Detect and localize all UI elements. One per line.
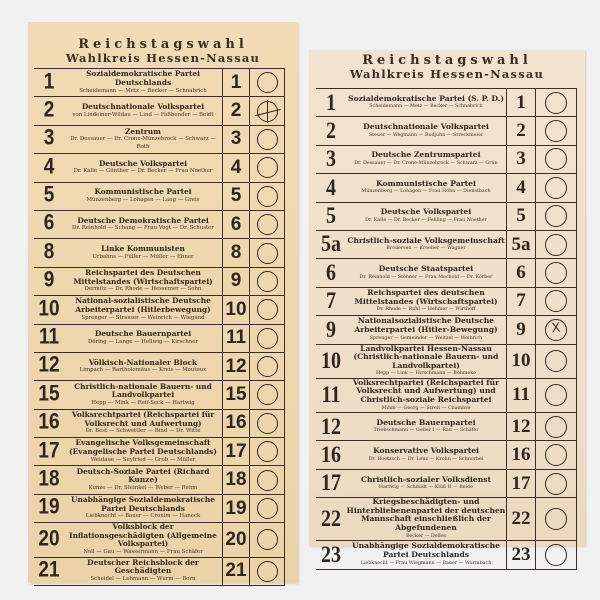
list-number-repeat: 4 (507, 174, 536, 202)
list-number: 17 (34, 435, 64, 468)
party-name: Deutsche Demokratische Partei (77, 215, 209, 225)
ballot-header (28, 22, 298, 68)
ballot-row (34, 466, 285, 494)
ballot-row (316, 413, 577, 441)
candidate-names: Kunze — Dr. Steinkel — Weber — Rehm (88, 485, 198, 491)
party-name: Landvolkpartei Hessen-Nassau (Christlich-nationale Bauern- und Landvolkpartei) (353, 343, 499, 370)
list-number: 3 (316, 143, 346, 176)
list-number-repeat: 2 (223, 97, 250, 125)
ballot-row (316, 89, 577, 117)
party-cell (64, 69, 223, 97)
vote-circle-icon[interactable] (257, 186, 278, 207)
party-name: Zentrum (125, 126, 161, 136)
candidate-names: Hepp — Link — Hirschmann — Böhmeke (376, 371, 476, 377)
ballot-row (34, 97, 285, 125)
party-name: Christlich-soziale Volksgemeinschaft (347, 235, 505, 245)
party-name: Unabhängige Sozialdemokratische Partei Deutschlands (71, 495, 215, 513)
ballot-row (34, 182, 285, 210)
candidate-names: Urbahns — Füller — Müller — Ebner (92, 253, 194, 260)
list-number-repeat: 16 (223, 409, 250, 437)
vote-cell[interactable] (536, 344, 577, 378)
list-number: 19 (34, 492, 64, 525)
candidate-names: Dr. Reinhold — Schang — Frau Vogt — Dr. Schuster (72, 225, 214, 232)
vote-cell[interactable] (536, 202, 577, 230)
party-cell (64, 409, 223, 437)
vote-circle-icon[interactable] (257, 384, 278, 405)
party-name: Volksblock der Inflationsgeschädigten (Allgemeine Volkspartei) (69, 522, 217, 549)
list-number: 1 (316, 86, 346, 119)
list-number: 1 (34, 66, 64, 99)
list-number: 6 (316, 257, 346, 290)
list-number: 17 (316, 467, 346, 500)
party-name: Deutsch-Soziale Partei (Richard Kunze) (76, 466, 210, 485)
list-number-repeat: 16 (507, 441, 536, 469)
ballot-row (316, 259, 577, 287)
candidate-names: Mihm — Georg — Streit — Chambre (381, 405, 471, 411)
party-cell (346, 541, 507, 569)
list-number-repeat: 9 (223, 267, 250, 295)
candidate-names: Münzenberg — Lohagen — Lang — Greis (86, 196, 200, 203)
candidate-names: Scheidemann — Metz — Becker — Schnabrich (369, 104, 483, 110)
ballot-header (309, 50, 585, 88)
vote-cell[interactable] (250, 69, 285, 97)
list-number: 8 (34, 237, 64, 270)
list-number-repeat: 23 (507, 541, 536, 569)
vote-circle-icon[interactable] (257, 101, 278, 122)
list-number: 21 (34, 555, 64, 588)
party-cell (346, 378, 507, 412)
candidate-names: Liebknecht — Frau Wiegmann — Bauer — Wurmbach (360, 560, 492, 566)
party-cell (346, 259, 507, 287)
party-cell (64, 466, 223, 494)
party-cell (64, 381, 223, 409)
ballot-row (34, 409, 285, 437)
ballot-row (34, 210, 285, 238)
candidate-names: Sprenger — Strasser — Weinrich — Wiegand (81, 314, 205, 321)
list-number-repeat: 6 (507, 259, 536, 287)
vote-cell[interactable] (250, 239, 285, 267)
party-cell (346, 413, 507, 441)
party-list (34, 68, 285, 586)
vote-circle-icon[interactable] (545, 120, 567, 142)
party-name: Unabhängige Sozialdemokratische Partei Deutschlands (352, 541, 500, 560)
list-number-repeat: 19 (223, 494, 250, 522)
vote-circle-icon[interactable] (257, 214, 278, 235)
list-number-repeat: 10 (507, 344, 536, 378)
vote-cell[interactable] (536, 378, 577, 412)
ballot-right (309, 50, 585, 567)
candidate-names: Dr. Reinhold — Stöhner — Frau Mechold — Dr. Körber (359, 274, 493, 280)
list-number: 4 (316, 172, 346, 205)
list-number: 12 (316, 410, 346, 443)
party-name: Christlich-sozialer Volksdienst (360, 474, 492, 484)
list-number-repeat: 12 (507, 413, 536, 441)
party-name: Reichspartei des deutschen Mittelstandes (Wirtschaftspartei) (354, 288, 498, 306)
vote-cell[interactable] (250, 296, 285, 324)
list-number-repeat: 2 (507, 117, 536, 145)
party-cell (346, 469, 507, 497)
list-number-repeat: 21 (223, 557, 250, 585)
vote-circle-icon[interactable] (257, 470, 278, 491)
party-name: Deutsche Volkspartei (98, 158, 188, 168)
party-name: Deutsche Volkspartei (380, 207, 472, 217)
party-cell (346, 89, 507, 117)
list-number: 2 (34, 95, 64, 128)
vote-circle-icon[interactable] (545, 290, 567, 312)
ballot-row (34, 239, 285, 267)
party-name: Konservative Volkspartei (373, 446, 479, 456)
ballot-row (316, 202, 577, 230)
vote-circle-icon[interactable] (257, 157, 278, 178)
ballot-row (34, 267, 285, 295)
party-cell (346, 498, 507, 541)
ballot-row (316, 541, 577, 569)
party-cell (346, 344, 507, 378)
ballot-row (316, 378, 577, 412)
list-number: 20 (34, 520, 64, 559)
vote-cell[interactable] (250, 267, 285, 295)
list-number: 3 (34, 123, 64, 156)
vote-circle-icon[interactable] (257, 441, 278, 462)
vote-cell[interactable] (250, 523, 285, 557)
vote-cell[interactable] (250, 438, 285, 466)
candidate-names: Döring — Lange — Hellwig — Kirschner (87, 338, 199, 345)
list-number-repeat: 3 (223, 125, 250, 153)
list-number-repeat: 17 (223, 438, 250, 466)
party-cell (346, 174, 507, 202)
ballot-row (316, 145, 577, 173)
candidate-names: Liebknecht — Bauer — Cronim — Haneck (85, 513, 201, 520)
vote-circle-icon[interactable] (257, 498, 278, 519)
vote-circle-icon[interactable] (545, 234, 567, 256)
vote-circle-icon[interactable] (257, 328, 278, 349)
vote-circle-icon[interactable] (257, 243, 278, 264)
ballot-row (34, 125, 285, 153)
party-cell (64, 296, 223, 324)
vote-circle-icon[interactable] (545, 92, 567, 114)
vote-cell[interactable] (250, 182, 285, 210)
party-cell (64, 267, 223, 295)
ballot-row (34, 381, 285, 409)
candidate-names: Hartwig — Schmidt — Klüß II — Beide (378, 485, 474, 491)
vote-circle-icon[interactable] (257, 299, 278, 320)
candidate-names: Münzenberg — Lohagen — Frau Höhn — Dienstbach (361, 189, 491, 195)
party-cell (346, 441, 507, 469)
candidate-names: Weidaue — Seyfried — Grob — Müller (90, 456, 196, 463)
vote-circle-icon[interactable] (545, 508, 567, 530)
ballot-row (34, 523, 285, 557)
vote-cell[interactable] (536, 145, 577, 173)
party-name: Linke Kommunisten (101, 243, 185, 253)
vote-circle-icon[interactable] (545, 544, 567, 566)
ballot-row (316, 287, 577, 315)
party-name: Volksrechtpartei (Reichspartei für Volksrecht und Aufwertung) (71, 410, 215, 428)
list-number-repeat: 22 (507, 498, 536, 541)
list-number-repeat: 1 (223, 69, 250, 97)
list-number: 10 (34, 293, 64, 326)
candidate-names: Dr. Dessauer — Dr. Crone-Münzebrock — Schwarz — Roth (70, 136, 216, 150)
ballot-row (316, 117, 577, 145)
list-number: 18 (34, 464, 64, 497)
vote-circle-icon[interactable] (545, 444, 567, 466)
candidate-names: von Lindeiner-Wildau — Lind — Faßbender — Beldt (72, 111, 214, 118)
party-cell (346, 287, 507, 315)
list-number: 16 (34, 407, 64, 440)
candidate-names: Becker — Delles (406, 533, 446, 539)
list-number: 22 (316, 495, 346, 544)
ballot-row (34, 154, 285, 182)
candidate-names: Dr. Kalle — Günther — Dr. Becker — Frau Noether (73, 168, 213, 175)
list-number-repeat: 11 (223, 324, 250, 352)
list-number-repeat: 18 (223, 466, 250, 494)
vote-cell[interactable] (250, 324, 285, 352)
list-number-repeat: 8 (223, 239, 250, 267)
vote-cell[interactable] (536, 316, 577, 344)
candidate-names: Dr. Rhode — Ruhl — Hehmer — Wirthoff (376, 307, 476, 313)
vote-cell[interactable] (250, 494, 285, 522)
party-list (316, 88, 577, 570)
list-number: 12 (34, 350, 64, 383)
list-number-repeat: 6 (223, 210, 250, 238)
list-number-repeat: 20 (223, 523, 250, 557)
vote-circle-icon[interactable] (257, 356, 278, 377)
party-name: Evangelische Volksgemeinschaft (Evangelische Partei Deutschlands) (69, 438, 217, 457)
candidate-names: Dr. Dessauer — Dr. Crone-Münzebrock — Schwarz — Grün (354, 161, 498, 167)
ballot-row (34, 557, 285, 585)
party-cell (64, 557, 223, 585)
ballot-title: Reichstagswahl (78, 37, 248, 52)
candidate-names: Scheidemann — Metz — Becker — Schnabrich (79, 87, 207, 94)
candidate-names: Steuer — Wegmann — Budjuhn — Streckmeier (368, 132, 484, 138)
party-name: Deutsche Staatspartei (378, 263, 474, 273)
list-number: 5 (316, 200, 346, 233)
party-name: Volksrechtpartei (Reichspartei für Volksrecht und Aufwertung) und Christlich-soziale Reichspartei (352, 377, 500, 404)
vote-cell[interactable] (536, 498, 577, 541)
list-number-repeat: 4 (223, 154, 250, 182)
party-cell (64, 324, 223, 352)
vote-cell[interactable] (536, 259, 577, 287)
vote-circle-icon[interactable] (545, 350, 567, 372)
list-number-repeat: 5a (507, 230, 536, 258)
ballot-title: Reichstagswahl (362, 53, 532, 68)
ballot-row (34, 352, 285, 380)
party-name: Kriegsbeschädigten- und Hinterbliebenenpartei der deutschen Mannschaft einschließlich der Abgefundenen (346, 497, 506, 533)
list-number: 16 (316, 439, 346, 472)
party-cell (64, 438, 223, 466)
candidate-names: Dr. Kalle — Dr. Becker — Fehling — Frau Noether (365, 217, 487, 223)
party-name: Nationalsozialistische Deutsche Arbeiterpartei (Hitler-Bewegung) (354, 316, 498, 335)
vote-circle-icon[interactable] (257, 413, 278, 434)
list-number-repeat: 3 (507, 145, 536, 173)
candidate-names: Brodersen — Kroeber — Wagner (386, 246, 466, 252)
party-cell (64, 352, 223, 380)
ballot-subtitle: Wahlkreis Hessen-Nassau (65, 51, 261, 65)
list-number: 2 (316, 115, 346, 148)
candidate-names: Noll — Gau — Wassermann — Frau Schäfer (83, 549, 203, 556)
vote-circle-icon[interactable] (545, 262, 567, 284)
list-number: 23 (316, 538, 346, 571)
vote-cell[interactable] (536, 441, 577, 469)
list-number: 10 (316, 341, 346, 380)
vote-cell[interactable] (536, 230, 577, 258)
ballot-row (316, 344, 577, 378)
party-cell (64, 97, 223, 125)
ballot-row (316, 316, 577, 344)
candidate-names: Triebschmann — Geller I — Rau — Schäfer (373, 428, 479, 434)
ballot-row (34, 324, 285, 352)
party-name: Sozialdemokratische Partei Deutschlands (86, 69, 200, 87)
party-cell (346, 316, 507, 344)
list-number: 11 (316, 376, 346, 415)
party-name: Sozialdemokratische Partei (S. P. D.) (348, 93, 504, 103)
party-name: National-sozialistische Deutsche Arbeiterpartei (Hitlerbewegung) (75, 296, 211, 315)
party-name: Kommunistische Partei (94, 187, 192, 197)
vote-circle-icon[interactable] (545, 473, 567, 495)
party-name: Reichspartei des Deutschen Mittelstandes (Wirtschaftspartei) (73, 268, 213, 286)
party-name: Völkisch-Nationaler Block (88, 357, 198, 367)
list-number: 5a (316, 228, 346, 261)
vote-cell[interactable] (536, 469, 577, 497)
party-cell (64, 182, 223, 210)
ballot-left (28, 22, 298, 583)
list-number-repeat: 12 (223, 352, 250, 380)
party-cell (346, 202, 507, 230)
list-number: 9 (34, 265, 64, 298)
ballot-row (34, 494, 285, 522)
vote-cell[interactable] (250, 409, 285, 437)
party-cell (346, 117, 507, 145)
list-number: 11 (34, 322, 64, 355)
candidate-names: Dermitz — Dr. Rhode — Hessemer — Sohn (84, 286, 202, 293)
candidate-names: Dr. Best — Schwettler — Bind — Dr. Witte (85, 428, 201, 435)
list-number-repeat: 10 (223, 296, 250, 324)
list-number-repeat: 5 (507, 202, 536, 230)
vote-cell[interactable] (250, 466, 285, 494)
vote-cell[interactable] (250, 154, 285, 182)
vote-cell[interactable] (536, 174, 577, 202)
list-number-repeat: 9 (507, 316, 536, 344)
party-cell (346, 230, 507, 258)
vote-cell[interactable] (250, 97, 285, 125)
candidate-names: Hepp — Mink — Reif-Seck — Hartwig (91, 399, 195, 406)
party-cell (64, 494, 223, 522)
vote-cell[interactable] (250, 557, 285, 585)
vote-circle-icon[interactable] (257, 529, 278, 550)
vote-circle-icon[interactable] (257, 72, 278, 93)
vote-circle-icon[interactable] (257, 129, 278, 150)
candidate-names: Dr. Hoetzsch — Dr. Lenz — Krohn — Schnorbel (368, 456, 484, 462)
party-cell (64, 210, 223, 238)
list-number: 9 (316, 313, 346, 346)
ballot-subtitle: Wahlkreis Hessen-Nassau (349, 67, 545, 81)
list-number-repeat: 1 (507, 89, 536, 117)
ballot-row (34, 69, 285, 97)
party-name: Deutscher Reichsblock der Geschädigten (87, 557, 199, 576)
ballot-row (316, 230, 577, 258)
party-name: Christlich-nationale Bauern- und Landvolkpartei (74, 381, 212, 400)
party-cell (64, 239, 223, 267)
ballot-row (316, 498, 577, 541)
vote-circle-icon[interactable] (545, 205, 567, 227)
vote-cell[interactable] (250, 381, 285, 409)
vote-circle-icon[interactable] (257, 271, 278, 292)
ballot-row (34, 296, 285, 324)
vote-cell[interactable] (250, 352, 285, 380)
list-number: 5 (34, 180, 64, 213)
vote-circle-icon[interactable] (545, 177, 567, 199)
ballot-row (34, 438, 285, 466)
ballot-row (316, 174, 577, 202)
party-name: Deutsche Bauernpartei (376, 417, 476, 427)
vote-cell[interactable] (536, 413, 577, 441)
vote-cell[interactable] (250, 210, 285, 238)
candidate-names: Scheidel — Lehmann — Wurm — Born (90, 576, 196, 583)
list-number-repeat: 11 (507, 378, 536, 412)
party-name: Deutsche Zentrumspartei (371, 150, 481, 160)
party-name: Kommunistische Partei (376, 178, 476, 188)
candidate-names: Limpach — Bartholomäus — Kreis — Moutoux (79, 367, 207, 374)
ballot-row (316, 469, 577, 497)
list-number: 6 (34, 208, 64, 241)
vote-circle-icon[interactable] (257, 561, 278, 582)
vote-cell[interactable] (536, 541, 577, 569)
ballot-row (316, 441, 577, 469)
vote-cell[interactable] (536, 89, 577, 117)
vote-cell[interactable] (536, 117, 577, 145)
list-number-repeat: 17 (507, 469, 536, 497)
vote-circle-icon[interactable] (545, 319, 567, 341)
list-number: 15 (34, 379, 64, 412)
party-cell (64, 154, 223, 182)
list-number: 7 (316, 285, 346, 318)
list-number-repeat: 5 (223, 182, 250, 210)
candidate-names: Sprenger — Gemeinder — Weitzel — Weinrich (369, 335, 483, 341)
party-name: Deutschnationale Volkspartei (81, 102, 205, 112)
party-name: Deutsche Bauernpartei (94, 329, 192, 339)
list-number-repeat: 7 (507, 287, 536, 315)
vote-circle-icon[interactable] (545, 148, 567, 170)
list-number: 4 (34, 152, 64, 185)
party-cell (64, 125, 223, 153)
vote-cell[interactable] (536, 287, 577, 315)
party-name: Deutschnationale Volkspartei (363, 122, 489, 132)
vote-cell[interactable] (250, 125, 285, 153)
vote-circle-icon[interactable] (545, 416, 567, 438)
party-cell (64, 523, 223, 557)
vote-circle-icon[interactable] (545, 384, 567, 406)
party-cell (346, 145, 507, 173)
list-number-repeat: 15 (223, 381, 250, 409)
